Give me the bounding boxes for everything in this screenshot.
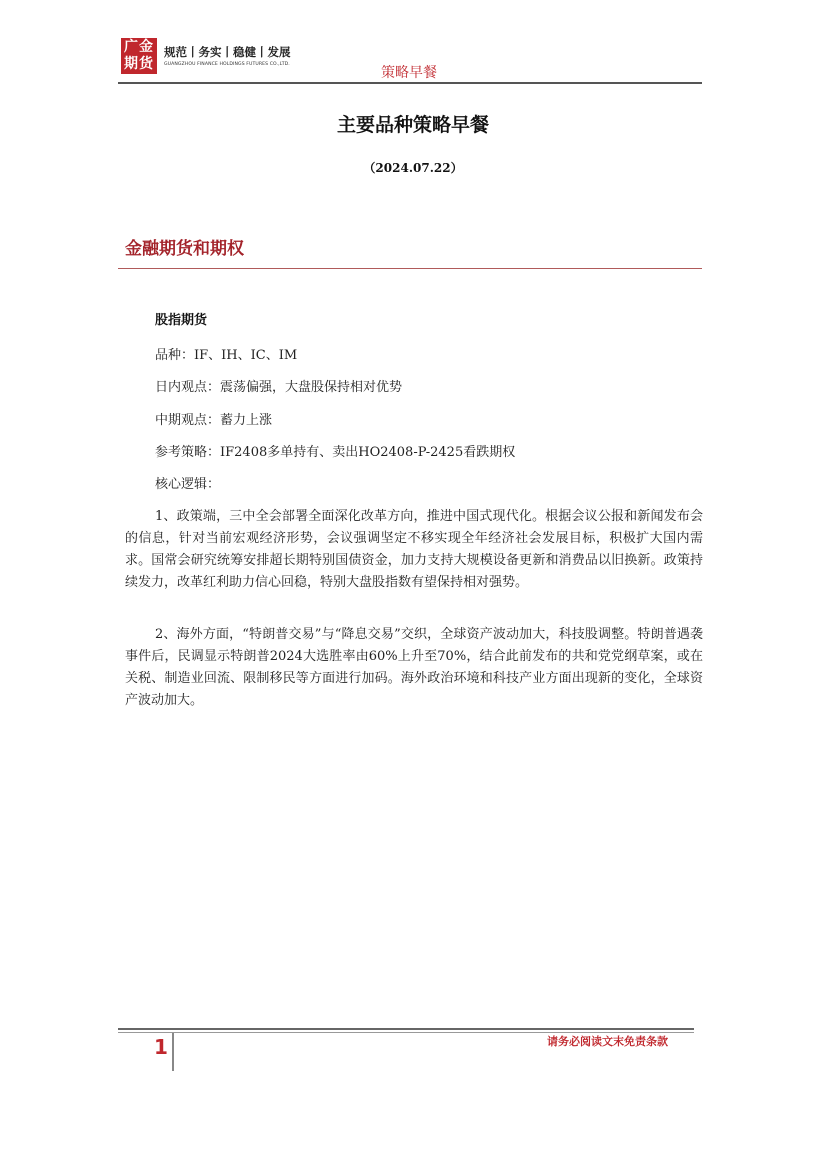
- header-divider: [118, 82, 702, 84]
- page-number-separator: [172, 1033, 174, 1071]
- section-divider: [118, 268, 702, 269]
- document-date: （2024.07.22）: [363, 161, 463, 175]
- header-doc-type: 策略早餐: [381, 65, 437, 81]
- intraday-view-line: 日内观点：震荡偏强，大盘股保持相对优势: [155, 380, 403, 395]
- logo-text-line1: 广金: [124, 39, 154, 55]
- footer-divider: [118, 1028, 694, 1030]
- strategy-line: 参考策略：IF2408多单持有、卖出HO2408-P-2425看跌期权: [155, 445, 516, 460]
- variety-line: 品种：IF、IH、IC、IM: [155, 348, 298, 363]
- core-logic-paragraph-1: 1、政策端，三中全会部署全面深化改革方向，推进中国式现代化。根据会议公报和新闻发布会的信息，针对当前宏观经济形势，会议强调坚定不移实现全年经济社会发展目标，积极扩大国内需求。国常会研究统筹安排超长期特别国债资金，加力支持大规模设备更新和消费品以旧换新。政策持续发力，改革红利助力信心回稳，特别大盘股指数有望保持相对强势。: [125, 509, 703, 590]
- page-header: [118, 38, 702, 84]
- core-logic-paragraph-2: 2、海外方面，“特朗普交易”与“降息交易”交织，全球资产波动加大，科技股调整。特朗普遇袭事件后，民调显示特朗普2024大选胜率由60%上升至70%，结合此前发布的共和党党纲草案，或在关税、制造业回流、限制移民等方面进行加码。海外政治环境和科技产业方面出现新的变化，全球资产波动加大。: [125, 627, 703, 708]
- section-heading: 金融期货和期权: [125, 239, 244, 259]
- company-english-name: GUANGZHOU FINANCE HOLDINGS FUTURES CO.,LTD.: [164, 62, 290, 67]
- company-logo: [121, 38, 157, 74]
- logo-text-line2: 期货: [124, 56, 154, 72]
- core-logic-label: 核心逻辑：: [155, 477, 221, 492]
- disclaimer-notice[interactable]: 请务必阅读文末免责条款: [547, 1035, 668, 1048]
- document-title: 主要品种策略早餐: [336, 114, 489, 136]
- mid-term-view-line: 中期观点：蓄力上涨: [155, 413, 273, 428]
- sub-heading: 股指期货: [155, 313, 208, 328]
- company-slogan: 规范丨务实丨稳健丨发展: [164, 45, 291, 59]
- page-number: 1: [154, 1035, 168, 1059]
